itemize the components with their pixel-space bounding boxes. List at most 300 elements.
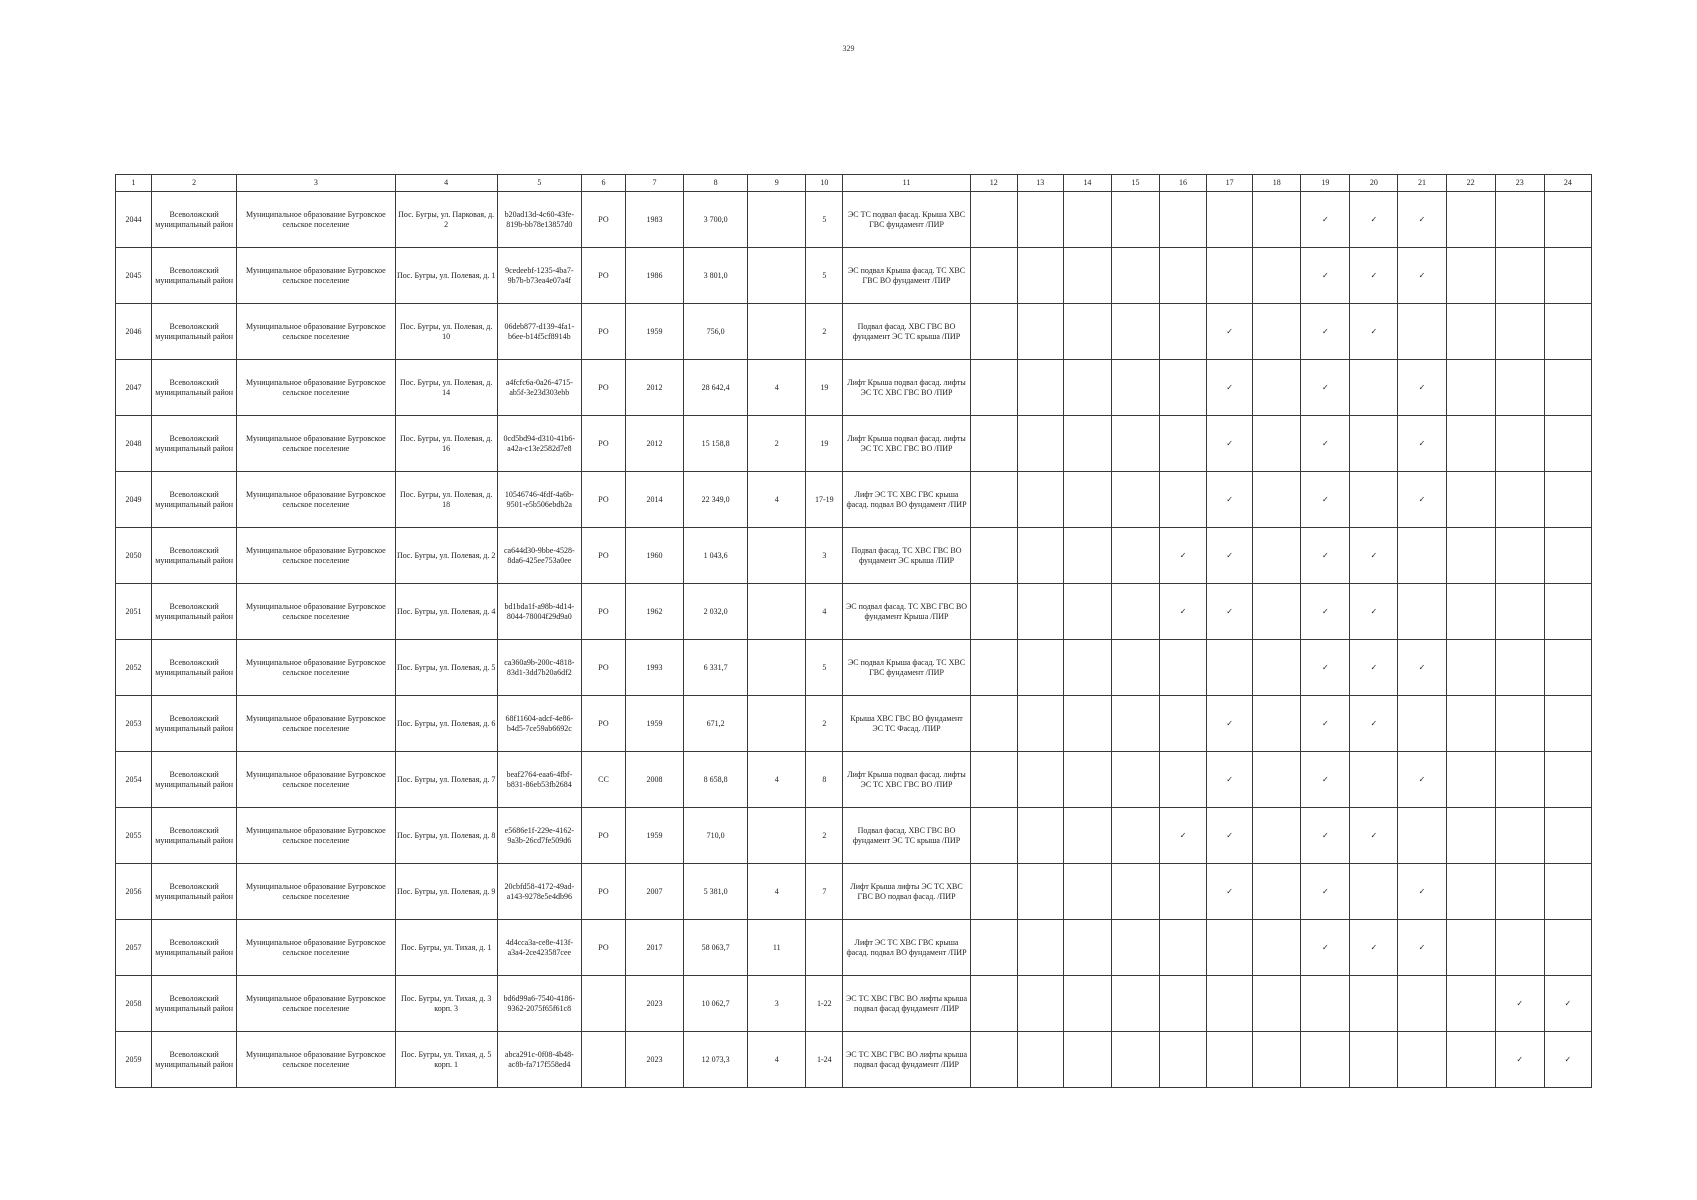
check-icon: ✓ bbox=[1301, 360, 1350, 416]
municipality-cell: Муниципальное образование Бугровское сельское поселение bbox=[237, 584, 395, 640]
district-cell: Всеволожский муниципальный район bbox=[152, 752, 237, 808]
year-cell: 1959 bbox=[625, 304, 683, 360]
check-icon: ✓ bbox=[1301, 528, 1350, 584]
empty-cell bbox=[1446, 304, 1495, 360]
area-cell: 3 801,0 bbox=[684, 248, 748, 304]
empty-cell bbox=[1544, 696, 1591, 752]
column-header: 23 bbox=[1495, 175, 1544, 192]
row-number: 2058 bbox=[116, 976, 152, 1032]
empty-cell bbox=[1207, 1032, 1253, 1088]
empty-cell bbox=[1495, 528, 1544, 584]
ownership-type-cell: РО bbox=[581, 304, 625, 360]
area-cell: 2 032,0 bbox=[684, 584, 748, 640]
column-header: 4 bbox=[395, 175, 497, 192]
empty-cell bbox=[1446, 360, 1495, 416]
row-number: 2056 bbox=[116, 864, 152, 920]
floors-cell: 2 bbox=[806, 304, 843, 360]
check-icon: ✓ bbox=[1301, 472, 1350, 528]
address-cell: Пос. Бугры, ул. Полевая, д. 10 bbox=[395, 304, 497, 360]
check-icon: ✓ bbox=[1207, 864, 1253, 920]
table-row bbox=[116, 472, 1592, 528]
empty-cell bbox=[1253, 808, 1301, 864]
ownership-type-cell: РО bbox=[581, 808, 625, 864]
district-cell: Всеволожский муниципальный район bbox=[152, 920, 237, 976]
empty-cell bbox=[1495, 584, 1544, 640]
ownership-type-cell bbox=[581, 1032, 625, 1088]
empty-cell bbox=[1544, 192, 1591, 248]
empty-cell bbox=[1111, 528, 1159, 584]
empty-cell bbox=[1063, 808, 1111, 864]
empty-cell bbox=[1111, 584, 1159, 640]
check-icon: ✓ bbox=[1398, 640, 1446, 696]
empty-cell bbox=[1017, 528, 1063, 584]
ownership-type-cell bbox=[581, 976, 625, 1032]
table-row bbox=[116, 360, 1592, 416]
municipality-cell: Муниципальное образование Бугровское сельское поселение bbox=[237, 304, 395, 360]
address-cell: Пос. Бугры, ул. Полевая, д. 4 bbox=[395, 584, 497, 640]
works-cell: Лифт ЭС ТС ХВС ГВС крыша фасад. подвал ВО фундамент /ПИР bbox=[843, 920, 970, 976]
floors-cell: 19 bbox=[806, 416, 843, 472]
empty-cell bbox=[1446, 192, 1495, 248]
empty-cell bbox=[1111, 472, 1159, 528]
elevators-cell bbox=[748, 528, 806, 584]
check-icon: ✓ bbox=[1398, 248, 1446, 304]
works-cell: ЭС подвал Крыша фасад. ТС ХВС ГВС ВО фундамент /ПИР bbox=[843, 248, 970, 304]
address-cell: Пос. Бугры, ул. Полевая, д. 18 bbox=[395, 472, 497, 528]
empty-cell bbox=[1495, 248, 1544, 304]
year-cell: 2017 bbox=[625, 920, 683, 976]
address-cell: Пос. Бугры, ул. Тихая, д. 1 bbox=[395, 920, 497, 976]
address-cell: Пос. Бугры, ул. Полевая, д. 7 bbox=[395, 752, 497, 808]
municipality-cell: Муниципальное образование Бугровское сельское поселение bbox=[237, 640, 395, 696]
area-cell: 58 063,7 bbox=[684, 920, 748, 976]
empty-cell bbox=[1253, 360, 1301, 416]
row-number: 2055 bbox=[116, 808, 152, 864]
column-header: 22 bbox=[1446, 175, 1495, 192]
empty-cell bbox=[1160, 416, 1207, 472]
empty-cell bbox=[1111, 192, 1159, 248]
empty-cell bbox=[970, 752, 1017, 808]
empty-cell bbox=[1111, 808, 1159, 864]
check-icon: ✓ bbox=[1207, 528, 1253, 584]
empty-cell bbox=[970, 304, 1017, 360]
guid-cell: 06deb877-d139-4fa1-b6ee-b14f5cf8914b bbox=[497, 304, 581, 360]
column-header: 1 bbox=[116, 175, 152, 192]
guid-cell: ca360a9b-200c-4818-83d1-3dd7b20a6df2 bbox=[497, 640, 581, 696]
year-cell: 2007 bbox=[625, 864, 683, 920]
check-icon: ✓ bbox=[1301, 640, 1350, 696]
empty-cell bbox=[1301, 1032, 1350, 1088]
empty-cell bbox=[1446, 696, 1495, 752]
empty-cell bbox=[1017, 864, 1063, 920]
check-icon: ✓ bbox=[1350, 920, 1398, 976]
check-icon: ✓ bbox=[1398, 416, 1446, 472]
year-cell: 2012 bbox=[625, 360, 683, 416]
municipality-cell: Муниципальное образование Бугровское сельское поселение bbox=[237, 528, 395, 584]
elevators-cell bbox=[748, 808, 806, 864]
year-cell: 1960 bbox=[625, 528, 683, 584]
table-row bbox=[116, 808, 1592, 864]
empty-cell bbox=[1544, 920, 1591, 976]
area-cell: 3 700,0 bbox=[684, 192, 748, 248]
address-cell: Пос. Бугры, ул. Тихая, д. 3 корп. 3 bbox=[395, 976, 497, 1032]
district-cell: Всеволожский муниципальный район bbox=[152, 976, 237, 1032]
municipality-cell: Муниципальное образование Бугровское сельское поселение bbox=[237, 752, 395, 808]
municipality-cell: Муниципальное образование Бугровское сельское поселение bbox=[237, 696, 395, 752]
empty-cell bbox=[1544, 584, 1591, 640]
check-icon: ✓ bbox=[1207, 696, 1253, 752]
column-header: 5 bbox=[497, 175, 581, 192]
row-number: 2049 bbox=[116, 472, 152, 528]
check-icon: ✓ bbox=[1301, 808, 1350, 864]
empty-cell bbox=[1160, 192, 1207, 248]
empty-cell bbox=[1160, 472, 1207, 528]
empty-cell bbox=[1111, 248, 1159, 304]
floors-cell: 2 bbox=[806, 696, 843, 752]
empty-cell bbox=[1446, 752, 1495, 808]
check-icon: ✓ bbox=[1350, 584, 1398, 640]
column-header: 21 bbox=[1398, 175, 1446, 192]
column-header: 9 bbox=[748, 175, 806, 192]
elevators-cell: 11 bbox=[748, 920, 806, 976]
empty-cell bbox=[1111, 752, 1159, 808]
empty-cell bbox=[1017, 192, 1063, 248]
table-row bbox=[116, 696, 1592, 752]
check-icon: ✓ bbox=[1398, 192, 1446, 248]
ownership-type-cell: РО bbox=[581, 864, 625, 920]
empty-cell bbox=[1063, 416, 1111, 472]
address-cell: Пос. Бугры, ул. Полевая, д. 6 bbox=[395, 696, 497, 752]
check-icon: ✓ bbox=[1350, 304, 1398, 360]
empty-cell bbox=[970, 864, 1017, 920]
works-cell: Лифт Крыша подвал фасад. лифты ЭС ТС ХВС ГВС ВО /ПИР bbox=[843, 416, 970, 472]
empty-cell bbox=[1350, 864, 1398, 920]
empty-cell bbox=[1017, 360, 1063, 416]
municipality-cell: Муниципальное образование Бугровское сельское поселение bbox=[237, 248, 395, 304]
column-header: 3 bbox=[237, 175, 395, 192]
empty-cell bbox=[1253, 584, 1301, 640]
works-cell: Лифт Крыша подвал фасад. лифты ЭС ТС ХВС ГВС ВО /ПИР bbox=[843, 360, 970, 416]
floors-cell: 4 bbox=[806, 584, 843, 640]
municipality-cell: Муниципальное образование Бугровское сельское поселение bbox=[237, 808, 395, 864]
empty-cell bbox=[1495, 920, 1544, 976]
area-cell: 12 073,3 bbox=[684, 1032, 748, 1088]
address-cell: Пос. Бугры, ул. Полевая, д. 9 bbox=[395, 864, 497, 920]
empty-cell bbox=[1207, 976, 1253, 1032]
empty-cell bbox=[970, 920, 1017, 976]
empty-cell bbox=[1446, 976, 1495, 1032]
column-header: 14 bbox=[1063, 175, 1111, 192]
floors-cell: 5 bbox=[806, 640, 843, 696]
empty-cell bbox=[970, 640, 1017, 696]
empty-cell bbox=[1111, 696, 1159, 752]
district-cell: Всеволожский муниципальный район bbox=[152, 584, 237, 640]
elevators-cell bbox=[748, 640, 806, 696]
row-number: 2051 bbox=[116, 584, 152, 640]
ownership-type-cell: РО bbox=[581, 192, 625, 248]
empty-cell bbox=[1111, 1032, 1159, 1088]
empty-cell bbox=[1017, 808, 1063, 864]
empty-cell bbox=[1160, 864, 1207, 920]
empty-cell bbox=[1253, 416, 1301, 472]
empty-cell bbox=[970, 416, 1017, 472]
empty-cell bbox=[1017, 696, 1063, 752]
empty-cell bbox=[1544, 360, 1591, 416]
ownership-type-cell: РО bbox=[581, 416, 625, 472]
check-icon: ✓ bbox=[1398, 752, 1446, 808]
empty-cell bbox=[1544, 472, 1591, 528]
guid-cell: abca291c-0f08-4b48-ac8b-fa717f558ed4 bbox=[497, 1032, 581, 1088]
empty-cell bbox=[1063, 640, 1111, 696]
empty-cell bbox=[1017, 640, 1063, 696]
year-cell: 2023 bbox=[625, 976, 683, 1032]
empty-cell bbox=[1544, 304, 1591, 360]
row-number: 2044 bbox=[116, 192, 152, 248]
guid-cell: beaf2764-eaa6-4fbf-b831-86eb53fb2684 bbox=[497, 752, 581, 808]
empty-cell bbox=[1111, 976, 1159, 1032]
district-cell: Всеволожский муниципальный район bbox=[152, 192, 237, 248]
empty-cell bbox=[1017, 920, 1063, 976]
check-icon: ✓ bbox=[1301, 920, 1350, 976]
year-cell: 2014 bbox=[625, 472, 683, 528]
empty-cell bbox=[970, 584, 1017, 640]
column-header: 18 bbox=[1253, 175, 1301, 192]
empty-cell bbox=[970, 976, 1017, 1032]
check-icon: ✓ bbox=[1398, 920, 1446, 976]
empty-cell bbox=[970, 248, 1017, 304]
check-icon: ✓ bbox=[1350, 696, 1398, 752]
empty-cell bbox=[1398, 304, 1446, 360]
empty-cell bbox=[1495, 416, 1544, 472]
empty-cell bbox=[1063, 1032, 1111, 1088]
empty-cell bbox=[1495, 640, 1544, 696]
address-cell: Пос. Бугры, ул. Тихая, д. 5 корп. 1 bbox=[395, 1032, 497, 1088]
empty-cell bbox=[1160, 248, 1207, 304]
floors-cell: 2 bbox=[806, 808, 843, 864]
empty-cell bbox=[1350, 472, 1398, 528]
empty-cell bbox=[1160, 640, 1207, 696]
area-cell: 15 158,8 bbox=[684, 416, 748, 472]
empty-cell bbox=[1111, 360, 1159, 416]
empty-cell bbox=[1446, 584, 1495, 640]
empty-cell bbox=[1063, 360, 1111, 416]
ownership-type-cell: РО bbox=[581, 360, 625, 416]
ownership-type-cell: РО bbox=[581, 584, 625, 640]
row-number: 2045 bbox=[116, 248, 152, 304]
empty-cell bbox=[1446, 920, 1495, 976]
floors-cell: 1-22 bbox=[806, 976, 843, 1032]
empty-cell bbox=[1495, 696, 1544, 752]
table-row bbox=[116, 248, 1592, 304]
table-row bbox=[116, 640, 1592, 696]
area-cell: 8 658,8 bbox=[684, 752, 748, 808]
guid-cell: bd1bda1f-a98b-4d14-8044-78004f29d9a0 bbox=[497, 584, 581, 640]
elevators-cell: 4 bbox=[748, 752, 806, 808]
municipality-cell: Муниципальное образование Бугровское сельское поселение bbox=[237, 360, 395, 416]
empty-cell bbox=[1160, 360, 1207, 416]
row-number: 2057 bbox=[116, 920, 152, 976]
district-cell: Всеволожский муниципальный район bbox=[152, 640, 237, 696]
area-cell: 710,0 bbox=[684, 808, 748, 864]
empty-cell bbox=[970, 808, 1017, 864]
check-icon: ✓ bbox=[1301, 416, 1350, 472]
works-cell: Лифт Крыша лифты ЭС ТС ХВС ГВС ВО подвал фасад. /ПИР bbox=[843, 864, 970, 920]
empty-cell bbox=[970, 696, 1017, 752]
column-header: 19 bbox=[1301, 175, 1350, 192]
empty-cell bbox=[1495, 304, 1544, 360]
empty-cell bbox=[1446, 864, 1495, 920]
table-row bbox=[116, 584, 1592, 640]
empty-cell bbox=[1063, 304, 1111, 360]
address-cell: Пос. Бугры, ул. Полевая, д. 16 bbox=[395, 416, 497, 472]
empty-cell bbox=[1495, 752, 1544, 808]
district-cell: Всеволожский муниципальный район bbox=[152, 472, 237, 528]
check-icon: ✓ bbox=[1207, 808, 1253, 864]
guid-cell: bd6d99a6-7540-4186-9362-2075f65f61c8 bbox=[497, 976, 581, 1032]
check-icon: ✓ bbox=[1350, 808, 1398, 864]
check-icon: ✓ bbox=[1301, 192, 1350, 248]
check-icon: ✓ bbox=[1350, 192, 1398, 248]
column-header: 20 bbox=[1350, 175, 1398, 192]
check-icon: ✓ bbox=[1495, 1032, 1544, 1088]
check-icon: ✓ bbox=[1301, 864, 1350, 920]
district-cell: Всеволожский муниципальный район bbox=[152, 304, 237, 360]
area-cell: 756,0 bbox=[684, 304, 748, 360]
empty-cell bbox=[1544, 864, 1591, 920]
area-cell: 10 062,7 bbox=[684, 976, 748, 1032]
empty-cell bbox=[1544, 528, 1591, 584]
check-icon: ✓ bbox=[1544, 1032, 1591, 1088]
empty-cell bbox=[1446, 248, 1495, 304]
column-header: 6 bbox=[581, 175, 625, 192]
empty-cell bbox=[1253, 528, 1301, 584]
table-row bbox=[116, 920, 1592, 976]
row-number: 2059 bbox=[116, 1032, 152, 1088]
empty-cell bbox=[1446, 528, 1495, 584]
elevators-cell bbox=[748, 304, 806, 360]
elevators-cell bbox=[748, 584, 806, 640]
column-header: 24 bbox=[1544, 175, 1591, 192]
empty-cell bbox=[1160, 304, 1207, 360]
table-row bbox=[116, 976, 1592, 1032]
empty-cell bbox=[1398, 584, 1446, 640]
empty-cell bbox=[1063, 752, 1111, 808]
empty-cell bbox=[1253, 1032, 1301, 1088]
empty-cell bbox=[1160, 920, 1207, 976]
municipality-cell: Муниципальное образование Бугровское сельское поселение bbox=[237, 192, 395, 248]
guid-cell: b20ad13d-4c60-43fe-819b-bb78e13857d0 bbox=[497, 192, 581, 248]
area-cell: 5 381,0 bbox=[684, 864, 748, 920]
table-row bbox=[116, 1032, 1592, 1088]
elevators-cell: 2 bbox=[748, 416, 806, 472]
row-number: 2047 bbox=[116, 360, 152, 416]
empty-cell bbox=[1253, 192, 1301, 248]
elevators-cell: 4 bbox=[748, 1032, 806, 1088]
empty-cell bbox=[1544, 640, 1591, 696]
page-number: 329 bbox=[842, 44, 855, 53]
empty-cell bbox=[1063, 584, 1111, 640]
row-number: 2046 bbox=[116, 304, 152, 360]
empty-cell bbox=[970, 192, 1017, 248]
empty-cell bbox=[1111, 640, 1159, 696]
empty-cell bbox=[1253, 640, 1301, 696]
check-icon: ✓ bbox=[1207, 752, 1253, 808]
year-cell: 1959 bbox=[625, 808, 683, 864]
column-header: 13 bbox=[1017, 175, 1063, 192]
district-cell: Всеволожский муниципальный район bbox=[152, 360, 237, 416]
empty-cell bbox=[1160, 976, 1207, 1032]
check-icon: ✓ bbox=[1207, 416, 1253, 472]
column-header: 12 bbox=[970, 175, 1017, 192]
empty-cell bbox=[1253, 248, 1301, 304]
year-cell: 1986 bbox=[625, 248, 683, 304]
row-number: 2050 bbox=[116, 528, 152, 584]
works-cell: Подвал фасад. ХВС ГВС ВО фундамент ЭС ТС крыша /ПИР bbox=[843, 808, 970, 864]
area-cell: 671,2 bbox=[684, 696, 748, 752]
check-icon: ✓ bbox=[1398, 472, 1446, 528]
district-cell: Всеволожский муниципальный район bbox=[152, 696, 237, 752]
check-icon: ✓ bbox=[1160, 808, 1207, 864]
guid-cell: 10546746-4fdf-4a6b-9501-e5b506ebdb2a bbox=[497, 472, 581, 528]
empty-cell bbox=[1495, 808, 1544, 864]
empty-cell bbox=[1253, 864, 1301, 920]
district-cell: Всеволожский муниципальный район bbox=[152, 416, 237, 472]
check-icon: ✓ bbox=[1207, 584, 1253, 640]
address-cell: Пос. Бугры, ул. Полевая, д. 14 bbox=[395, 360, 497, 416]
empty-cell bbox=[1398, 528, 1446, 584]
empty-cell bbox=[1544, 416, 1591, 472]
ownership-type-cell: РО bbox=[581, 920, 625, 976]
district-cell: Всеволожский муниципальный район bbox=[152, 1032, 237, 1088]
empty-cell bbox=[1350, 1032, 1398, 1088]
empty-cell bbox=[1446, 640, 1495, 696]
elevators-cell: 4 bbox=[748, 360, 806, 416]
ownership-type-cell: РО bbox=[581, 640, 625, 696]
empty-cell bbox=[1207, 248, 1253, 304]
empty-cell bbox=[1446, 472, 1495, 528]
empty-cell bbox=[1253, 920, 1301, 976]
floors-cell bbox=[806, 920, 843, 976]
empty-cell bbox=[1063, 976, 1111, 1032]
table-row bbox=[116, 416, 1592, 472]
empty-cell bbox=[970, 360, 1017, 416]
empty-cell bbox=[1398, 1032, 1446, 1088]
empty-cell bbox=[1111, 304, 1159, 360]
check-icon: ✓ bbox=[1160, 528, 1207, 584]
empty-cell bbox=[1446, 1032, 1495, 1088]
empty-cell bbox=[1446, 416, 1495, 472]
empty-cell bbox=[970, 472, 1017, 528]
check-icon: ✓ bbox=[1350, 640, 1398, 696]
empty-cell bbox=[970, 1032, 1017, 1088]
empty-cell bbox=[1063, 920, 1111, 976]
municipality-cell: Муниципальное образование Бугровское сельское поселение bbox=[237, 920, 395, 976]
empty-cell bbox=[1253, 472, 1301, 528]
empty-cell bbox=[1063, 248, 1111, 304]
empty-cell bbox=[1495, 360, 1544, 416]
empty-cell bbox=[1495, 864, 1544, 920]
guid-cell: ca644d30-9bbe-4528-8da6-425ee753a0ee bbox=[497, 528, 581, 584]
district-cell: Всеволожский муниципальный район bbox=[152, 808, 237, 864]
column-header: 8 bbox=[684, 175, 748, 192]
table-row bbox=[116, 864, 1592, 920]
empty-cell bbox=[1160, 752, 1207, 808]
guid-cell: 0cd5bd94-d310-41b6-a42a-c13e2582d7e8 bbox=[497, 416, 581, 472]
empty-cell bbox=[1495, 192, 1544, 248]
empty-cell bbox=[1350, 752, 1398, 808]
works-cell: ЭС ТС подвал фасад. Крыша ХВС ГВС фундамент /ПИР bbox=[843, 192, 970, 248]
empty-cell bbox=[1017, 752, 1063, 808]
